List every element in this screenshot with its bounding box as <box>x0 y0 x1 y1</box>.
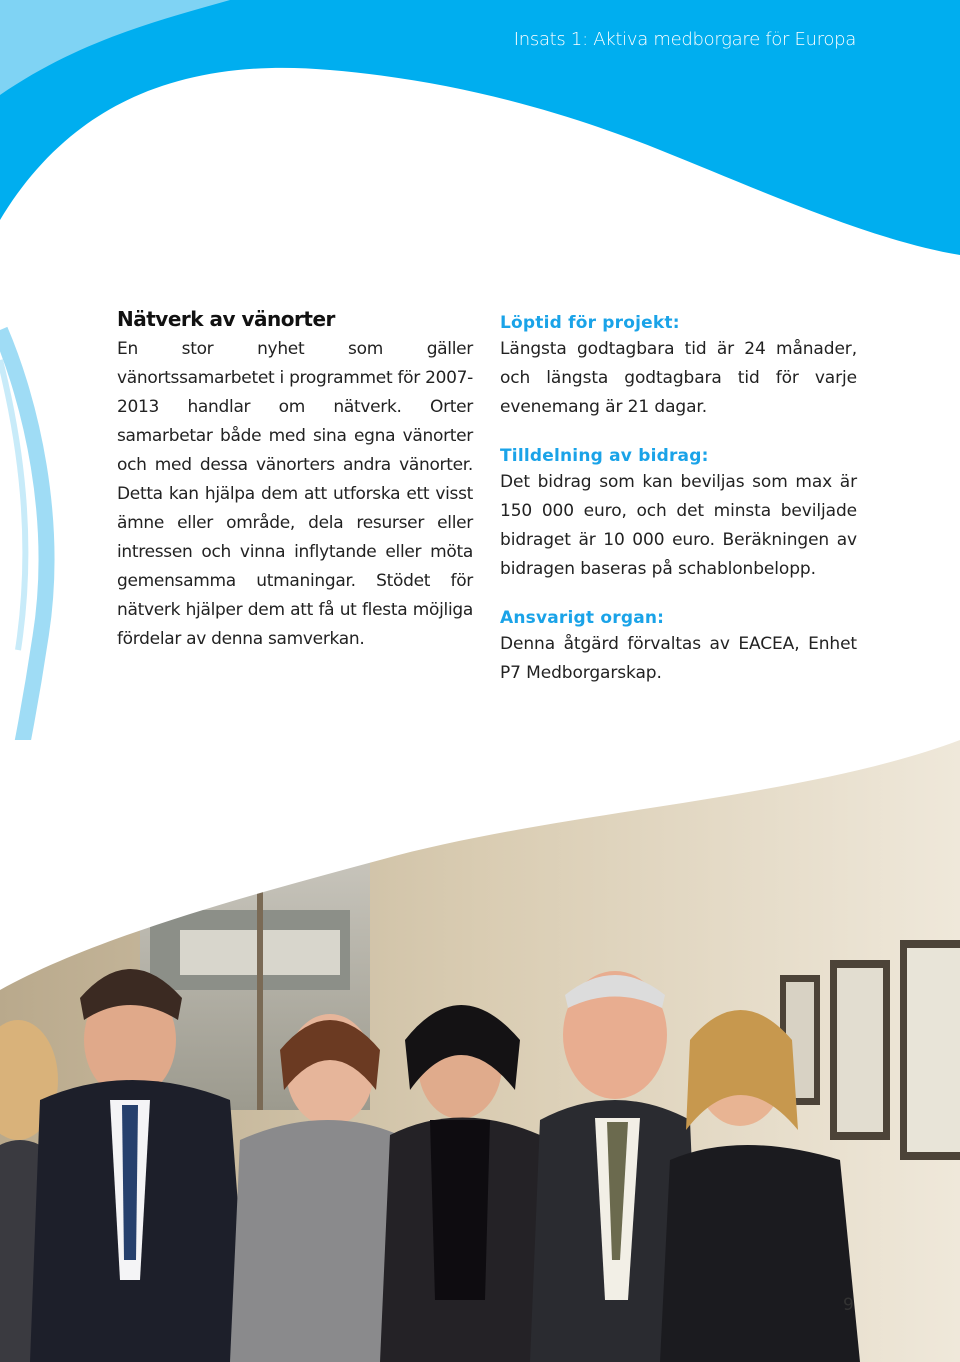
right-column <box>500 313 857 712</box>
grant-text: Det bidrag som kan beviljas som max är 150 000 euro, och det minsta beviljade bidraget är 10 000 euro. Beräkningen av bidragen baseras på schablonbelopp. <box>500 472 857 579</box>
section-duration <box>500 313 857 422</box>
duration-heading: Löptid för projekt: <box>500 313 680 333</box>
section-title: Nätverk av vänorter <box>117 307 335 331</box>
section-body: En stor nyhet som gäller vänortssamarbetet i programmet för 2007-2013 handlar om nätverk. Orter samarbetar både med sina egna vänorter och med dessa vänorters andra vänorter. Detta kan hjälpa dem att utforska ett visst ämne eller område, dela resurser eller intressen och vinna inflytande eller möta gemensamma utmaningar. Stödet för nätverk hjälper dem att få ut flesta möjliga fördelar av denna samverkan. <box>117 339 473 649</box>
section-grant <box>500 446 857 584</box>
page-number: 9 <box>843 1295 854 1315</box>
left-column <box>117 307 473 654</box>
grant-heading: Tilldelning av bidrag: <box>500 446 709 466</box>
responsible-body-heading: Ansvarigt organ: <box>500 608 665 628</box>
section-responsible-body <box>500 608 857 688</box>
duration-text: Längsta godtagbara tid är 24 månader, och längsta godtagbara tid för varje evenemang är 21 dagar. <box>500 339 857 417</box>
responsible-body-text: Denna åtgärd förvaltas av EACEA, Enhet P7 Medborgarskap. <box>500 634 857 683</box>
group-photo-illustration <box>0 740 960 1362</box>
running-title: Insats 1: Aktiva medborgare för Europa <box>513 29 856 50</box>
group-photo <box>0 740 960 1362</box>
